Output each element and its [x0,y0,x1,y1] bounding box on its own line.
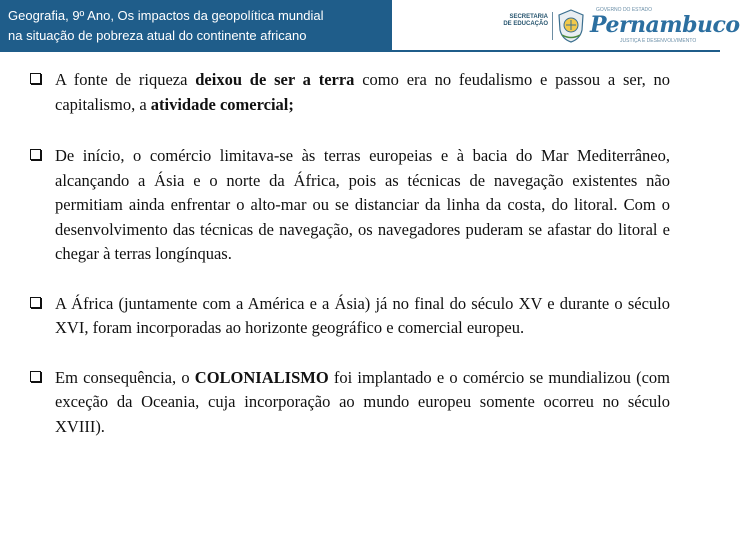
list-item [30,366,670,440]
list-item [30,292,670,341]
secretaria-line-2: DE EDUCAÇÃO [503,21,548,27]
secretaria-line-1: SECRETARIA [509,14,548,20]
bullet-list [30,68,670,439]
logo-divider [552,12,553,40]
coat-of-arms-icon [556,8,586,44]
list-item [30,144,670,267]
item-bold-text: atividade comercial; [150,94,294,114]
item-bold-text: deixou de ser a terra [195,70,355,89]
slide-title-line-1: Geografia, 9º Ano, Os impactos da geopolítica mundial [8,8,324,23]
checkbox-bullet-icon [30,149,41,160]
item-text: De início, o comércio limitava-se às terras europeias e à bacia do Mar Mediterrâneo, alcançando a Ásia e o norte da África, pois as técnicas de navegação existentes não permitiam ainda enfrentar o alto-mar ou se distanciar da linha da costa, do litoral. Com o desenvolvimento das técnicas de navegação, os navegadores puderam se afastar do litoral e chegar à terras longínquas. [55,146,670,263]
brand-top-text: GOVERNO DO ESTADO [596,7,653,13]
slide-title-line-2: na situação de pobreza atual do continente africano [8,28,307,43]
header-divider [0,50,720,52]
pernambuco-logo: Pernambuco [590,12,740,38]
slide-title [0,0,392,50]
checkbox-bullet-icon [30,371,41,382]
government-logos [492,6,740,46]
item-text: como era no feudalismo e passou a ser, no capitalismo, a [55,70,671,114]
checkbox-bullet-icon [30,297,41,308]
item-text: A África (juntamente com a América e a Ásia) já no final do século XV e durante o século XVI, foram incorporadas ao horizonte geográfico e comercial europeu. [55,293,670,337]
checkbox-bullet-icon [30,73,41,84]
item-text: A fonte de riqueza [55,70,196,89]
brand-subtitle: JUSTIÇA E DESENVOLVIMENTO [620,38,697,44]
secretaria-label [498,14,548,28]
list-item [30,68,670,117]
item-text: Em consequência, o [55,367,195,387]
item-bold-text: COLONIALISMO [194,367,329,387]
slide-header [0,0,740,62]
item-text: foi implantado e o comércio se mundializou (com exceção da Oceania, cuja incorporação ao mundo europeu somente ocorreu no século XVIII). [55,367,670,436]
